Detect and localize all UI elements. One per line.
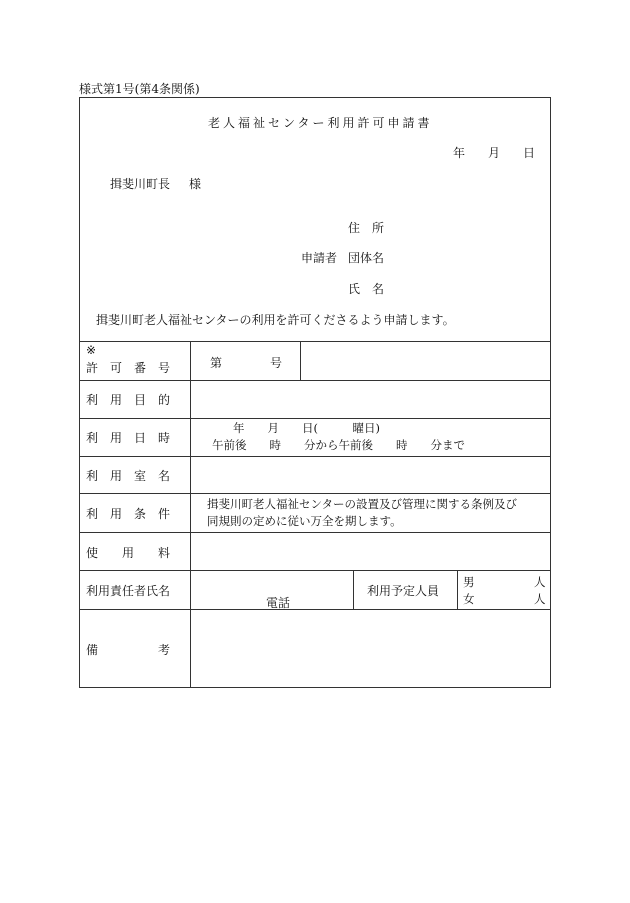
form-title: 老人福祉センター利用許可申請書 bbox=[208, 116, 433, 130]
datetime-label: 利 用 日 時 bbox=[86, 431, 171, 445]
row-divider bbox=[80, 380, 550, 381]
datetime-date-line: 年 月 日( 曜日) bbox=[233, 421, 380, 435]
phone-label: 電話 bbox=[266, 596, 291, 610]
name-label: 氏 名 bbox=[348, 282, 385, 296]
addressee-honorific: 様 bbox=[189, 177, 202, 191]
permit-go: 号 bbox=[270, 356, 283, 370]
female-unit: 人 bbox=[534, 592, 546, 606]
date-month: 月 bbox=[488, 146, 501, 160]
male-unit: 人 bbox=[534, 575, 546, 589]
row-divider bbox=[80, 532, 550, 533]
row-divider bbox=[80, 341, 550, 342]
date-day: 日 bbox=[523, 146, 536, 160]
remarks-label: 備 考 bbox=[86, 643, 171, 657]
male-label: 男 bbox=[463, 575, 475, 589]
office-use-mark: ※ bbox=[86, 343, 97, 357]
planned-persons-label: 利用予定人員 bbox=[367, 584, 440, 598]
row-divider bbox=[80, 456, 550, 457]
permit-box-divider bbox=[300, 341, 301, 380]
female-label: 女 bbox=[463, 592, 475, 606]
group-name-label: 団体名 bbox=[348, 251, 385, 265]
permit-dai: 第 bbox=[210, 356, 223, 370]
row-divider bbox=[80, 609, 550, 610]
room-label: 利 用 室 名 bbox=[86, 469, 171, 483]
row-divider bbox=[80, 418, 550, 419]
row-divider bbox=[80, 493, 550, 494]
address-label: 住 所 bbox=[348, 221, 385, 235]
datetime-time-line: 午前後 時 分から午前後 時 分まで bbox=[212, 438, 465, 452]
responsible-person-label: 利用責任者氏名 bbox=[86, 584, 171, 598]
form-number: 様式第1号(第4条関係) bbox=[79, 82, 200, 96]
addressee-name: 揖斐川町長 bbox=[110, 177, 171, 191]
purpose-label: 利 用 目 的 bbox=[86, 393, 171, 407]
applicant-label: 申請者 bbox=[301, 251, 338, 265]
label-column-divider bbox=[190, 341, 191, 687]
application-form bbox=[79, 97, 551, 688]
conditions-text-line2: 同規則の定めに従い万全を期します。 bbox=[207, 514, 402, 528]
conditions-label: 利 用 条 件 bbox=[86, 507, 171, 521]
row-divider bbox=[80, 570, 550, 571]
permit-number-label: 許 可 番 号 bbox=[86, 361, 171, 375]
request-statement: 揖斐川町老人福祉センターの利用を許可くださるよう申請します。 bbox=[96, 313, 455, 327]
date-year: 年 bbox=[453, 146, 466, 160]
fee-label: 使 用 料 bbox=[86, 546, 171, 560]
persons-divider bbox=[457, 570, 458, 609]
conditions-text-line1: 揖斐川町老人福祉センターの設置及び管理に関する条例及び bbox=[207, 497, 518, 511]
phone-divider bbox=[353, 570, 354, 609]
